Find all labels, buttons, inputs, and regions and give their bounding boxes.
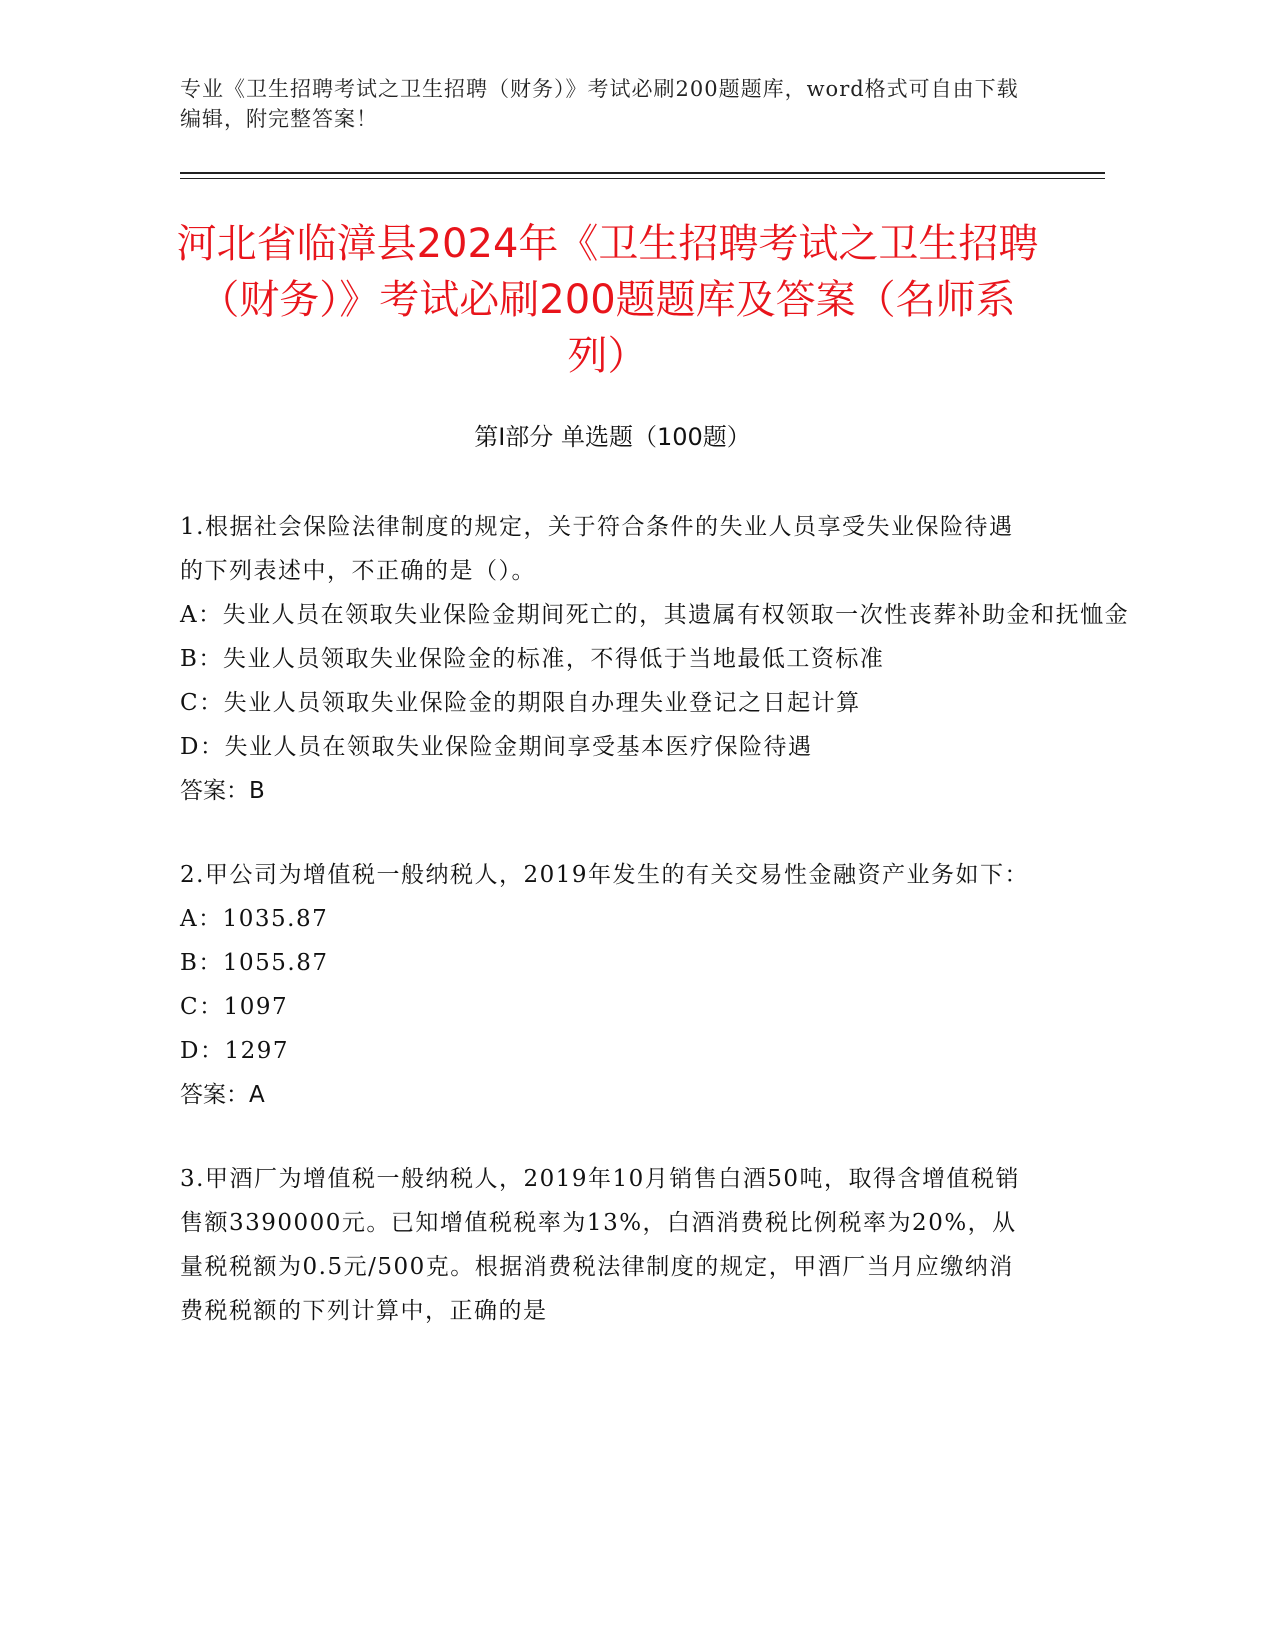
option-a: A：失业人员在领取失业保险金期间死亡的，其遗属有权领取一次性丧葬补助金和抚恤金: [180, 602, 1130, 628]
question-list: [180, 505, 1130, 1373]
question-3: [180, 1157, 1035, 1333]
option-d: D：1297: [180, 1038, 289, 1064]
question-text: 1.根据社会保险法律制度的规定，关于符合条件的失业人员享受失业保险待遇的下列表述中，不正确的是（）。: [180, 514, 1014, 584]
question-text: 3.甲酒厂为增值税一般纳税人，2019年10月销售白酒50吨，取得含增值税销售额3390000元。已知增值税税率为13%，白酒消费税比例税率为20%，从量税税额为0.5元/500克。根据消费税法律制度的规定，甲酒厂当月应缴纳消费税税额的下列计算中，正确的是: [180, 1166, 1021, 1324]
question-1: [180, 505, 1130, 813]
answer-label: 答案：B: [180, 778, 265, 804]
option-c: C：失业人员领取失业保险金的期限自办理失业登记之日起计算: [180, 690, 861, 716]
option-d: D：失业人员在领取失业保险金期间享受基本医疗保险待遇: [180, 734, 813, 760]
option-b: B：失业人员领取失业保险金的标准，不得低于当地最低工资标准: [180, 646, 885, 672]
header-divider-thin: [180, 178, 1105, 179]
option-b: B：1055.87: [180, 950, 329, 976]
question-text: 2.甲公司为增值税一般纳税人，2019年发生的有关交易性金融资产业务如下：: [180, 862, 1029, 888]
section-heading: 第Ⅰ部分 单选题（100题）: [474, 423, 751, 451]
document-title: 河北省临漳县2024年《卫生招聘考试之卫生招聘（财务）》考试必刷200题题库及答案（名师系列）: [176, 221, 1039, 379]
header-divider-thick: [180, 172, 1105, 174]
header-note: 专业《卫生招聘考试之卫生招聘（财务）》考试必刷200题题库，word格式可自由下载编辑，附完整答案！: [180, 77, 1019, 131]
option-a: A：1035.87: [180, 906, 329, 932]
answer-label: 答案：A: [180, 1082, 265, 1108]
option-c: C：1097: [180, 994, 289, 1020]
question-2: [180, 853, 1035, 1117]
